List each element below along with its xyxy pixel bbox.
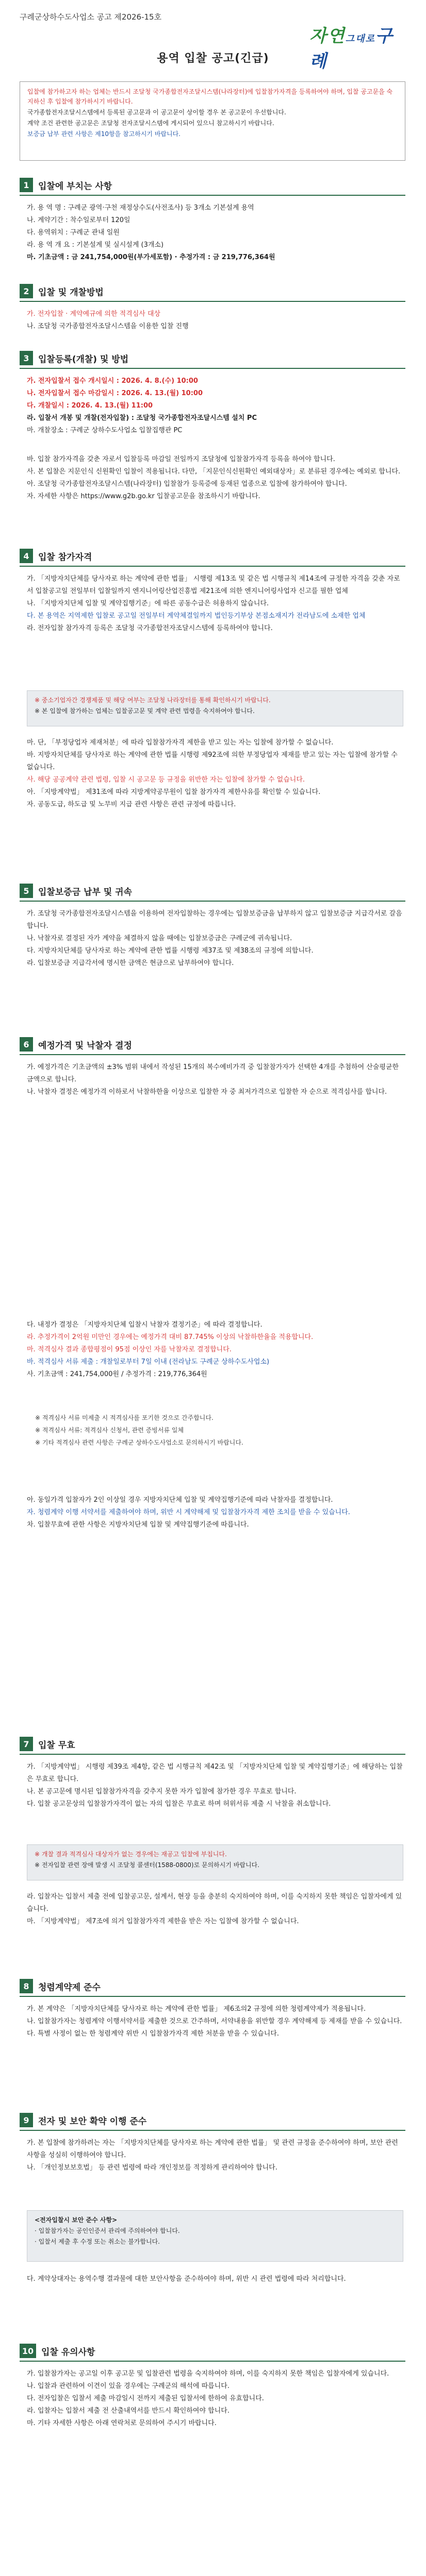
text-line: 마. 적격심사 결과 종합평점이 95점 이상인 자를 낙찰자로 결정합니다. bbox=[27, 1346, 232, 1353]
note-line: ※ 본 입찰에 참가하는 업체는 입찰공고문 및 계약 관련 법령을 숙지하여야 합니다. bbox=[35, 707, 255, 715]
text-line: 라. 추정가격이 2억원 미만인 경우에는 예정가격 대비 87.745% 이상의 낙찰하한율을 적용합니다. bbox=[27, 1333, 314, 1341]
section-10-body bbox=[27, 2368, 403, 2430]
logo-text-c: 구례 bbox=[309, 26, 394, 72]
logo-text-b: 그대로 bbox=[345, 33, 375, 44]
text-line: 다. 계약상대자는 용역수행 결과물에 대한 보안사항을 준수하여야 하며, 위반 시 관련 법령에 따라 처리합니다. bbox=[27, 2275, 346, 2283]
section-2-heading bbox=[20, 282, 104, 300]
section-6-body bbox=[27, 1061, 403, 1098]
logo-text-a: 자연 bbox=[309, 26, 346, 46]
section-9-box bbox=[27, 2210, 403, 2262]
text-line: 라. 입찰보증금 지급각서에 명시한 금액은 현금으로 납부하여야 합니다. bbox=[27, 959, 234, 967]
section-number: 1 bbox=[20, 178, 33, 192]
text-line: 바. 적격심사 서류 제출 : 개찰일로부터 7일 이내 (전라남도 구례군 상하수도사업소) bbox=[27, 1358, 270, 1366]
section-title: 입찰에 부치는 사항 bbox=[38, 181, 112, 192]
text-line: 마. 기초금액 : 금 241,754,000원(부가세포함) · 추정가격 : 금 219,776,364원 bbox=[27, 253, 275, 261]
notice-line: 보증금 납부 관련 사항은 제10항을 참고하시기 바랍니다. bbox=[27, 130, 181, 138]
section-9-extra bbox=[27, 2273, 403, 2285]
section-title: 입찰 유의사항 bbox=[41, 2347, 95, 2358]
section-title: 입찰 및 개찰방법 bbox=[38, 287, 104, 298]
section-6-criteria bbox=[27, 1319, 403, 1381]
text-line: 마. 「지방계약법」 제7조에 의거 입찰참가자격 제한을 받은 자는 입찰에 참가할 수 없습니다. bbox=[27, 1918, 299, 1925]
text-line: 나. 낙찰자 결정은 예정가격 이하로서 낙찰하한율 이상으로 입찰한 자 중 최저가격으로 입찰한 자 순으로 적격심사를 합니다. bbox=[27, 1088, 387, 1096]
section-divider bbox=[20, 2361, 405, 2362]
text-line: 차. 입찰무효에 관한 사항은 지방자치단체 입찰 및 계약집행기준에 따릅니다. bbox=[27, 1521, 249, 1529]
text-line: 나. 전자입찰서 접수 마감일시 : 2026. 4. 13.(월) 10:00 bbox=[27, 389, 203, 397]
text-line: 나. 낙찰자로 결정된 자가 계약을 체결하지 않을 때에는 입찰보증금은 구례군에 귀속됩니다. bbox=[27, 935, 292, 942]
text-line: 가. 본 입찰에 참가하려는 자는 「지방자치단체를 당사자로 하는 계약에 관한 법률」 및 관련 규정을 준수하여야 하며, 보안 관련 사항을 성실히 이행하여야 합니다. bbox=[27, 2139, 398, 2159]
section-10-heading bbox=[20, 2342, 95, 2360]
section-9-heading bbox=[20, 2111, 146, 2129]
section-6-extra bbox=[27, 1494, 403, 1531]
section-6-heading bbox=[20, 1036, 132, 1053]
text-line: 가. 조달청 국가종합전자조달시스템을 이용하여 전자입찰하는 경우에는 입찰보증금을 납부하지 않고 입찰보증금 지급각서로 갈음합니다. bbox=[27, 910, 402, 930]
section-title: 전자 및 보안 확약 이행 준수 bbox=[38, 2116, 147, 2127]
section-1-heading bbox=[20, 176, 112, 194]
section-4-extra bbox=[27, 737, 403, 811]
section-7-extra bbox=[27, 1891, 403, 1928]
notice-line: 입찰에 참가하고자 하는 업체는 반드시 조달청 국가종합전자조달시스템(나라장터)에 입찰참가자격을 등록하여야 하며, 입찰 공고문을 숙지하신 후 입찰에 참가하시기 바랍니다. bbox=[27, 88, 393, 105]
text-line: 가. 입찰참가자는 공고일 이후 공고문 및 입찰관련 법령을 숙지하여야 하며, 이를 숙지하지 못한 책임은 입찰자에게 있습니다. bbox=[27, 2370, 389, 2378]
text-line: 라. 입찰서 개봉 및 개찰(전자입찰) : 조달청 국가종합전자조달시스템 설치 PC bbox=[27, 414, 257, 422]
section-divider bbox=[20, 368, 405, 369]
section-4-note-box bbox=[27, 690, 403, 726]
text-line: 사. 해당 공공계약 관련 법령, 입찰 시 공고문 등 규정을 위반한 자는 입찰에 참가할 수 없습니다. bbox=[27, 776, 305, 784]
section-9-body bbox=[27, 2137, 403, 2174]
text-line: 다. 용역위치 : 구례군 관내 일원 bbox=[27, 229, 120, 236]
box-line: · 입찰참가자는 공인인증서 관리에 주의하여야 합니다. bbox=[35, 2227, 180, 2234]
note-line: ※ 전자입찰 관련 장애 발생 시 조달청 콜센터(1588-0800)로 문의하시기 바랍니다. bbox=[35, 1861, 259, 1869]
section-number: 2 bbox=[20, 284, 33, 298]
note-line: ※ 개찰 결과 적격심사 대상자가 없는 경우에는 재공고 입찰에 부칩니다. bbox=[35, 1851, 227, 1858]
section-4-body bbox=[27, 573, 403, 635]
text-line: 다. 본 용역은 지역제한 입찰로 공고일 전일부터 계약체결일까지 법인등기부상 본점소재지가 전라남도에 소재한 업체 bbox=[27, 612, 366, 620]
section-divider bbox=[20, 301, 405, 302]
section-divider bbox=[20, 2130, 405, 2131]
section-number: 8 bbox=[20, 1979, 33, 1993]
text-line: 나. 「지방자치단체 입찰 및 계약집행기준」에 따른 공동수급은 허용하지 않습니다. bbox=[27, 600, 269, 607]
section-7-heading bbox=[20, 1735, 75, 1753]
section-5-body bbox=[27, 908, 403, 970]
text-line: 나. 입찰과 관련하여 이견이 있을 경우에는 구례군의 해석에 따릅니다. bbox=[27, 2382, 230, 2390]
section-7-body bbox=[27, 1761, 403, 1810]
text-line: 아. 조달청 국가종합전자조달시스템(나라장터) 입찰참가 등록증에 등재된 업종으로 입찰에 참가하여야 합니다. bbox=[27, 480, 347, 488]
text-line: 라. 입찰자는 입찰서 제출 전에 입찰공고문, 설계서, 현장 등을 충분히 숙지하여야 하며, 이를 숙지하지 못한 책임은 입찰자에게 있습니다. bbox=[27, 1893, 402, 1913]
text-line: 가. 전자입찰 · 계약예규에 의한 적격심사 대상 bbox=[27, 310, 161, 318]
section-number: 5 bbox=[20, 884, 33, 898]
gurye-logo bbox=[309, 18, 407, 72]
section-4-heading bbox=[20, 547, 92, 565]
text-line: 가. 「지방계약법」 시행령 제39조 제4항, 같은 법 시행규칙 제42조 및 「지방자치단체 입찰 및 계약집행기준」에 해당하는 입찰은 무효로 합니다. bbox=[27, 1763, 403, 1783]
text-line: 마. 기타 자세한 사항은 아래 연락처로 문의하여 주시기 바랍니다. bbox=[27, 2419, 217, 2427]
section-divider bbox=[20, 1054, 405, 1055]
doc-number: 구례군상하수도사업소 공고 제2026-15호 bbox=[20, 12, 162, 22]
section-6-notes bbox=[27, 1412, 403, 1449]
text-line: 아. 「지방계약법」 제31조에 따라 지방계약공무원이 입찰 참가자격 제한사유를 확인할 수 있습니다. bbox=[27, 788, 321, 796]
text-line: 마. 단, 「부정당업자 제재처분」에 따라 입찰참가자격 제한을 받고 있는 자는 입찰에 참가할 수 없습니다. bbox=[27, 739, 334, 747]
text-line: 다. 특별 사정이 없는 한 청렴계약 위반 시 입찰참가자격 제한 처분을 받을 수 있습니다. bbox=[27, 2030, 279, 2038]
text-line: 나. 본 공고문에 명시된 입찰참가자격을 갖추지 못한 자가 입찰에 참가한 경우 무효로 합니다. bbox=[27, 1788, 297, 1795]
text-line: 다. 전자입찰은 입찰서 제출 마감일시 전까지 제출된 입찰서에 한하여 유효합니다. bbox=[27, 2395, 264, 2402]
section-8-body bbox=[27, 2003, 403, 2040]
section-number: 4 bbox=[20, 549, 33, 563]
text-line: 바. 입찰 참가자격을 갖춘 자로서 입찰등록 마감일 전일까지 조달청에 입찰참가자격 등록을 하여야 합니다. bbox=[27, 455, 335, 463]
text-line: 다. 지방자치단체를 당사자로 하는 계약에 관한 법률 시행령 제37조 및 제38조의 규정에 의합니다. bbox=[27, 947, 314, 955]
note-line: ※ 중소기업자간 경쟁제품 및 해당 여부는 조달청 나라장터를 통해 확인하시기 바랍니다. bbox=[35, 697, 271, 704]
text-line: 가. 용 역 명 : 구례군 광역·구천 재정상수도(사전조사) 등 3개소 기본설계 용역 bbox=[27, 204, 254, 212]
text-line: 나. 계약기간 : 착수일로부터 120일 bbox=[27, 216, 130, 224]
section-number: 7 bbox=[20, 1737, 33, 1751]
notice-line: 계약 조건 관련한 공고문은 조달청 전자조달시스템에 게시되어 있으니 참고하시기 바랍니다. bbox=[27, 120, 274, 127]
box-title: <전자입찰시 보안 준수 사항> bbox=[35, 2216, 118, 2224]
section-title: 입찰 무효 bbox=[38, 1740, 75, 1751]
note-line: ※ 기타 적격심사 관련 사항은 구례군 상하수도사업소로 문의하시기 바랍니다. bbox=[35, 1439, 243, 1446]
text-line: 다. 개찰일시 : 2026. 4. 13.(월) 11:00 bbox=[27, 402, 153, 410]
text-line: 나. 입찰참가자는 청렴계약 이행서약서를 제출한 것으로 간주하며, 서약내용을 위반할 경우 계약해제 등 제재를 받을 수 있습니다. bbox=[27, 2018, 402, 2025]
text-line: 라. 입찰자는 입찰서 제출 전 산출내역서를 반드시 확인하여야 합니다. bbox=[27, 2407, 230, 2415]
section-3-body bbox=[27, 375, 403, 437]
note-line: ※ 적격심사 서류: 적격심사 신청서, 관련 증빙서류 일체 bbox=[35, 1427, 184, 1434]
text-line: 다. 내정가 결정은 「지방자치단체 입찰시 낙찰자 결정기준」에 따라 결정합니다. bbox=[27, 1321, 263, 1329]
text-line: 나. 조달청 국가종합전자조달시스템을 이용한 입찰 진행 bbox=[27, 323, 189, 330]
section-3-heading bbox=[20, 349, 128, 367]
text-line: 가. 「지방자치단체를 당사자로 하는 계약에 관한 법률」 시행령 제13조 및 같은 법 시행규칙 제14조에 규정한 자격을 갖춘 자로서 입찰공고일 전일부터 입찰일까지 엔지니어링산업진흥법 제21조에 의한 엔지니어링사업자 신고를 필한 업체 bbox=[27, 575, 400, 595]
section-divider bbox=[20, 1996, 405, 1997]
section-3-extra bbox=[27, 453, 403, 503]
page-title: 용역 입찰 공고(긴급) bbox=[157, 52, 269, 65]
notice-box bbox=[20, 81, 405, 161]
text-line: 바. 지방자치단체를 당사자로 하는 계약에 관한 법률 시행령 제92조에 의한 부정당업자 제재를 받고 있는 자는 입찰에 참가할 수 없습니다. bbox=[27, 751, 398, 771]
text-line: 자. 자세한 사항은 https://www.g2b.go.kr 입찰공고문을 참조하시기 바랍니다. bbox=[27, 493, 260, 500]
text-line: 사. 본 입찰은 지문인식 신원확인 입찰이 적용됩니다. 다만, 「지문인식신원확인 예외대상자」로 분류된 경우에는 예외로 합니다. bbox=[27, 468, 401, 476]
text-line: 다. 입찰 공고문상의 입찰참가자격이 없는 자의 입찰은 무효로 하며 허위서류 제출 시 낙찰을 취소합니다. bbox=[27, 1800, 331, 1808]
section-8-heading bbox=[20, 1977, 101, 1995]
section-number: 3 bbox=[20, 351, 33, 365]
section-title: 입찰등록(개찰) 및 방법 bbox=[38, 354, 129, 365]
note-line: ※ 적격심사 서류 미제출 시 적격심사를 포기한 것으로 간주합니다. bbox=[35, 1414, 214, 1421]
section-2-body bbox=[27, 308, 403, 333]
section-5-heading bbox=[20, 882, 132, 900]
section-number: 9 bbox=[20, 2113, 33, 2127]
notice-line: 국가종합전자조달시스템에서 등록된 공고문과 이 공고문이 상이할 경우 본 공고문이 우선합니다. bbox=[27, 109, 286, 116]
section-7-note-box bbox=[27, 1844, 403, 1880]
section-title: 청렴계약제 준수 bbox=[38, 1982, 101, 1993]
section-divider bbox=[20, 901, 405, 902]
section-number: 10 bbox=[20, 2344, 36, 2358]
section-number: 6 bbox=[20, 1037, 33, 1052]
text-line: 자. 청렴계약 이행 서약서를 제출하여야 하며, 위반 시 계약해제 및 입찰참가자격 제한 조치를 받을 수 있습니다. bbox=[27, 1509, 350, 1516]
text-line: 가. 전자입찰서 접수 개시일시 : 2026. 4. 8.(수) 10:00 bbox=[27, 377, 198, 385]
text-line: 라. 용 역 개 요 : 기본설계 및 실시설계 (3개소) bbox=[27, 241, 164, 249]
text-line: 가. 본 계약은 「지방자치단체를 당사자로 하는 계약에 관한 법률」 제6조의2 규정에 의한 청렴계약제가 적용됩니다. bbox=[27, 2005, 366, 2013]
text-line: 사. 기초금액 : 241,754,000원 / 추정가격 : 219,776,364원 bbox=[27, 1370, 207, 1378]
box-line: · 입찰서 제출 후 수정 또는 취소는 불가합니다. bbox=[35, 2238, 160, 2245]
section-divider bbox=[20, 1754, 405, 1755]
section-title: 입찰보증금 납부 및 귀속 bbox=[38, 887, 132, 897]
section-title: 예정가격 및 낙찰자 결정 bbox=[38, 1040, 132, 1051]
text-line: 마. 개찰장소 : 구례군 상하수도사업소 입찰집행관 PC bbox=[27, 427, 183, 434]
text-line: 나. 「개인정보보호법」 등 관련 법령에 따라 개인정보를 적정하게 관리하여야 합니다. bbox=[27, 2164, 277, 2172]
section-divider bbox=[20, 566, 405, 567]
section-1-body bbox=[27, 202, 403, 264]
section-divider bbox=[20, 195, 405, 196]
section-title: 입찰 참가자격 bbox=[38, 552, 92, 563]
text-line: 라. 전자입찰 참가자격 등록은 조달청 국가종합전자조달시스템에 등록하여야 합니다. bbox=[27, 624, 273, 632]
text-line: 아. 동일가격 입찰자가 2인 이상일 경우 지방자치단체 입찰 및 계약집행기준에 따라 낙찰자를 결정합니다. bbox=[27, 1496, 333, 1504]
text-line: 가. 예정가격은 기초금액의 ±3% 범위 내에서 작성된 15개의 복수예비가격 중 입찰참가자가 선택한 4개를 추첨하여 산술평균한 금액으로 합니다. bbox=[27, 1063, 399, 1083]
text-line: 자. 공동도급, 하도급 및 노무비 지급 관련 사항은 관련 규정에 따릅니다. bbox=[27, 801, 236, 808]
